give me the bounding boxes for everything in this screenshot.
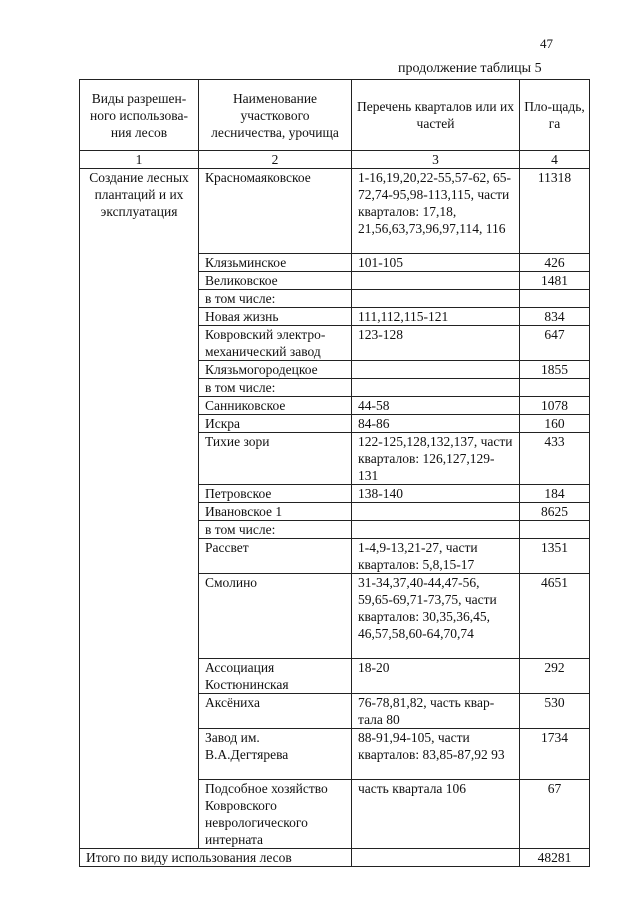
forestry-name-cell: Клязьмогородецкое bbox=[199, 361, 352, 379]
column-number: 4 bbox=[520, 151, 590, 169]
forestry-name-cell: Подсобное хозяйство Ковровского неврологического интерната bbox=[199, 780, 352, 849]
quarters-cell: 1-4,9-13,21-27, части кварталов: 5,8,15-17 bbox=[352, 539, 520, 574]
quarters-cell: 101-105 bbox=[352, 254, 520, 272]
forestry-name-cell: Ивановское 1 bbox=[199, 503, 352, 521]
forestry-name-cell: Санниковское bbox=[199, 397, 352, 415]
area-cell: 11318 bbox=[520, 169, 590, 254]
area-cell: 530 bbox=[520, 694, 590, 729]
area-cell bbox=[520, 379, 590, 397]
column-number: 1 bbox=[80, 151, 199, 169]
quarters-cell bbox=[352, 503, 520, 521]
header-forestry-name: Наименование участкового лесничества, урочища bbox=[199, 80, 352, 151]
quarters-cell bbox=[352, 361, 520, 379]
area-cell: 8625 bbox=[520, 503, 590, 521]
forestry-name-cell: Новая жизнь bbox=[199, 308, 352, 326]
forest-use-table bbox=[79, 79, 590, 867]
quarters-cell: 18-20 bbox=[352, 659, 520, 694]
total-area: 48281 bbox=[520, 849, 590, 867]
column-number: 2 bbox=[199, 151, 352, 169]
area-cell: 1855 bbox=[520, 361, 590, 379]
forestry-name-cell: Красномаяковское bbox=[199, 169, 352, 254]
column-number: 3 bbox=[352, 151, 520, 169]
area-cell: 433 bbox=[520, 433, 590, 485]
area-cell: 67 bbox=[520, 780, 590, 849]
quarters-cell: 44-58 bbox=[352, 397, 520, 415]
area-cell: 834 bbox=[520, 308, 590, 326]
forestry-name-cell: Великовское bbox=[199, 272, 352, 290]
forestry-name-cell: Рассвет bbox=[199, 539, 352, 574]
forestry-name-cell: Ковровский электро-механический завод bbox=[199, 326, 352, 361]
forestry-name-cell: Тихие зори bbox=[199, 433, 352, 485]
forestry-name-cell: Петровское bbox=[199, 485, 352, 503]
quarters-cell: 88-91,94-105, части кварталов: 83,85-87,92 93 bbox=[352, 729, 520, 780]
area-cell: 160 bbox=[520, 415, 590, 433]
quarters-cell bbox=[352, 379, 520, 397]
table-body bbox=[80, 169, 590, 849]
area-cell: 647 bbox=[520, 326, 590, 361]
quarters-cell: часть квартала 106 bbox=[352, 780, 520, 849]
quarters-cell: 123-128 bbox=[352, 326, 520, 361]
header-use-type: Виды разрешен-ного использова-ния лесов bbox=[80, 80, 199, 151]
forestry-name-cell: Клязьминское bbox=[199, 254, 352, 272]
forestry-name-cell: Аксёниха bbox=[199, 694, 352, 729]
area-cell: 1734 bbox=[520, 729, 590, 780]
quarters-cell bbox=[352, 272, 520, 290]
quarters-cell bbox=[352, 290, 520, 308]
quarters-cell bbox=[352, 521, 520, 539]
area-cell: 1351 bbox=[520, 539, 590, 574]
total-quarters bbox=[352, 849, 520, 867]
total-row bbox=[80, 849, 590, 867]
quarters-cell: 122-125,128,132,137, части кварталов: 126,127,129-131 bbox=[352, 433, 520, 485]
area-cell: 184 bbox=[520, 485, 590, 503]
header-area: Пло-щадь, га bbox=[520, 80, 590, 151]
area-cell bbox=[520, 290, 590, 308]
area-cell: 292 bbox=[520, 659, 590, 694]
quarters-cell: 1-16,19,20,22-55,57-62, 65-72,74-95,98-113,115, части кварталов: 17,18, 21,56,63,73,96,97,114, 116 bbox=[352, 169, 520, 254]
forestry-name-cell: Завод им. В.А.Дегтярева bbox=[199, 729, 352, 780]
quarters-cell: 84-86 bbox=[352, 415, 520, 433]
table-continuation-note: продолжение таблицы 5 bbox=[398, 61, 542, 76]
area-cell bbox=[520, 521, 590, 539]
forestry-name-cell: в том числе: bbox=[199, 521, 352, 539]
forestry-name-cell: Ассоциация Костюнинская bbox=[199, 659, 352, 694]
forestry-name-cell: в том числе: bbox=[199, 379, 352, 397]
total-label: Итого по виду использования лесов bbox=[80, 849, 352, 867]
area-cell: 1481 bbox=[520, 272, 590, 290]
forestry-name-cell: Смолино bbox=[199, 574, 352, 659]
header-quarters: Перечень кварталов или их частей bbox=[352, 80, 520, 151]
area-cell: 1078 bbox=[520, 397, 590, 415]
table-row bbox=[80, 169, 590, 254]
use-type-cell: Создание лесных плантаций и их эксплуатация bbox=[80, 169, 199, 849]
quarters-cell: 111,112,115-121 bbox=[352, 308, 520, 326]
area-cell: 4651 bbox=[520, 574, 590, 659]
area-cell: 426 bbox=[520, 254, 590, 272]
quarters-cell: 76-78,81,82, часть квар-тала 80 bbox=[352, 694, 520, 729]
page-number: 47 bbox=[540, 36, 553, 51]
quarters-cell: 138-140 bbox=[352, 485, 520, 503]
forestry-name-cell: Искра bbox=[199, 415, 352, 433]
quarters-cell: 31-34,37,40-44,47-56, 59,65-69,71-73,75, части кварталов: 30,35,36,45, 46,57,58,60-64,70,74 bbox=[352, 574, 520, 659]
forestry-name-cell: в том числе: bbox=[199, 290, 352, 308]
